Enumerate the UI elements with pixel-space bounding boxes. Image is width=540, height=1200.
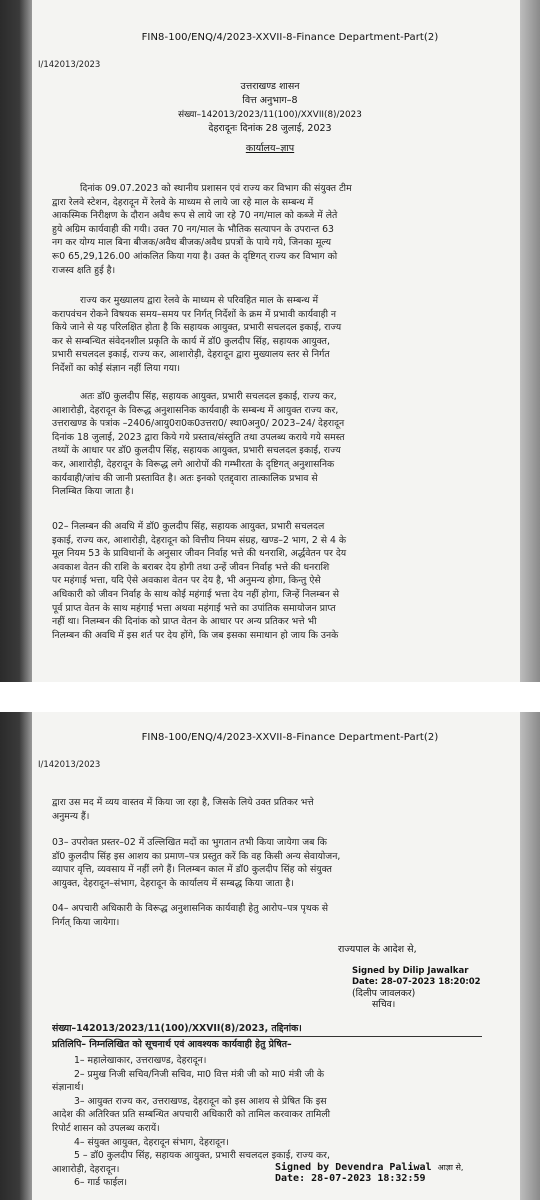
text-line: 02– निलम्बन की अवधि में डॉ0 कुलदीप सिंह, सहायक आयुक्त, प्रभारी सचलदल	[52, 521, 325, 532]
copy-reference	[52, 1022, 500, 1036]
text-line: हुये अग्रिम कार्यवाही की गयी। उक्त 70 नग/माल के भौतिक सत्यापन के उपरान्त 63	[52, 223, 334, 235]
file-header: FIN8-100/ENQ/4/2023-XXVII-8-Finance Department-Part(2)	[141, 32, 439, 43]
text-line: कार्यवाही/जांच की जानी प्रस्तावित है। अतः इनको एतद्द्वारा तात्कालिक प्रभाव से	[52, 472, 318, 484]
text-line: निर्गत् किया जायेगा।	[52, 916, 120, 928]
scan-left-margin	[0, 0, 32, 682]
text-line: प्रतिलिपि– निम्नलिखित को सूचनार्थ एवं आवश्यक कार्यवाही हेतु प्रेषित–	[52, 1039, 292, 1050]
text-line: प्रभारी सचलदल इकाई, राज्य कर, आशारोड़ी, देहरादून द्वारा मुख्यालय स्तर से निर्गत	[52, 349, 330, 361]
text-line: उत्तराखण्ड के पत्रांक –2406/आयु0रा0क0उत्तरा0/ स्था0अनु0/ 2023–24/ देहरादून	[52, 418, 345, 430]
office-line: उत्तराखण्ड शासन	[240, 81, 300, 92]
text-line: निलम्बित किया जाता है।	[52, 486, 134, 498]
order-line: राज्यपाल के आदेश से,	[338, 944, 417, 955]
text-line: किये जाने से यह परिलक्षित होता है कि सहायक आयुक्त, प्रभारी सचलदल इकाई, राज्य	[52, 322, 342, 334]
list-item: आदेश की अतिरिक्त प्रति सम्बन्धित अपचारी अधिकारी को तामिल करवाकर तामिली	[52, 1109, 331, 1121]
text-line: करापवंचन रोकने विषयक समय–समय पर निर्गत् निर्देशों के क्रम में प्रभावी कार्यवाही न	[52, 308, 337, 320]
list-item: संज्ञानार्थ।	[52, 1082, 84, 1094]
signed-by: Signed by Devendra Paliwal आज्ञा से,	[275, 1162, 464, 1173]
list-item: 2– प्रमुख निजी सचिव/निजी सचिव, मा0 वित्त मंत्री जी को मा0 मंत्री जी के	[74, 1068, 325, 1080]
digital-signature-1	[352, 966, 481, 1010]
text-line: व्यापार वृत्ति, व्यवसाय में नहीं लगे हैं। निलम्बन काल में डॉ0 कुलदीप सिंह को संयुक्त	[52, 864, 332, 876]
text-line: पूर्व प्राप्त वेतन के साथ महंगाई भत्ता अथवा महंगाई भत्ते का उपांतिक समायोजन प्राप्त	[52, 602, 336, 614]
text-line: अतः डॉ0 कुलदीप सिंह, सहायक आयुक्त, प्रभारी सचलदल इकाई, राज्य कर,	[80, 391, 337, 402]
signed-by: Signed by Dilip Jawalkar	[352, 966, 469, 976]
file-header: FIN8-100/ENQ/4/2023-XXVII-8-Finance Department-Part(2)	[141, 732, 439, 743]
paragraph-4-clause	[52, 902, 500, 929]
paragraph-3-clause	[52, 836, 500, 890]
text-line: दिनांक 18 जुलाई, 2023 द्वारा किये गये प्रस्ताव/संस्तुति तथा उपलब्ध कराये गये समस्त	[52, 431, 345, 443]
scan-right-margin	[520, 712, 540, 1200]
text-line: कर, आशारोड़ी, देहरादून के विरूद्ध लगे आरोपों की गम्भीरता के दृष्टिगत् अनुशासनिक	[52, 458, 335, 470]
scan-right-margin	[520, 0, 540, 682]
page-gap	[0, 682, 540, 712]
text-line: इकाई, राज्य कर, आशारोड़ी, देहरादून को वित्तीय नियम संग्रह, खण्ड–2 भाग, 2 से 4 के	[52, 534, 347, 546]
list-item: 1– महालेखाकार, उत्तराखण्ड, देहरादून।	[74, 1055, 207, 1066]
text-line: नहीं था। निलम्बन की दिनांक को प्राप्त वेतन के आधार पर अन्य प्रतिकर भत्ते भी	[52, 616, 317, 628]
text-line: आकस्मिक निरीक्षण के दौरान अवैध रूप से लाये जा रहे 70 नग/माल को कब्जे में लेते	[52, 210, 338, 222]
text-line: द्वारा उस मद में व्यय वास्तव में किया जा रहा है, जिसके लिये उक्त प्रतिकर भत्ते	[52, 797, 314, 808]
text-line: निलम्बन की अवधि में इस शर्त पर देय होंगे, कि जब इसका समाधान हो जाय कि उनके	[52, 629, 339, 641]
office-line: संख्या–142013/2023/11(100)/XXVII(8)/2023	[178, 110, 362, 120]
text-line: आशारोड़ी, देहरादून के विरूद्ध अनुशासनिक कार्यवाही के सम्बन्ध में आयुक्त राज्य कर,	[52, 404, 339, 416]
paragraph-2	[52, 294, 500, 376]
text-line: राजस्व क्षति हुई है।	[52, 264, 116, 276]
signatory-name: (दिलीप जावलकर)	[352, 988, 416, 999]
paragraph-3	[52, 390, 500, 499]
divider	[82, 1036, 482, 1037]
list-item: 4– संयुक्त आयुक्त, देहरादून संभाग, देहरादून।	[74, 1136, 229, 1148]
signed-date: Date: 28-07-2023 18:20:02	[352, 977, 481, 987]
paragraph-4	[52, 520, 500, 642]
text-line: नग कर योग्य माल बिना बीजक/अवैध बीजक/अवैध प्रपत्रों के पाये गये, जिनका मूल्य	[52, 237, 332, 249]
text-line: निर्देशों का कोई संज्ञान नहीं लिया गया।	[52, 362, 181, 374]
text-line: आयुक्त, देहरादून–संभाग, देहरादून के कार्यालय में सम्बद्ध किया जाता है।	[52, 877, 294, 889]
paragraph-1	[52, 182, 500, 277]
list-item: रिपोर्ट शासन को उपलब्ध करायें।	[52, 1122, 160, 1134]
signed-date: Date: 28-07-2023 18:32:59	[275, 1173, 426, 1184]
text-line: कर से सम्बन्धित संवेदनशील प्रकृति के कार्य में डॉ0 कुलदीप सिंह, सहायक आयुक्त,	[52, 335, 330, 347]
office-line: देहरादूनः दिनांक 28 जुलाई, 2023	[208, 123, 332, 134]
text-line: द्वारा रेलवे स्टेशन, देहरादून में रेलवे के माध्यम से लाये जा रहे माल के सम्बन्ध में	[52, 196, 314, 208]
file-ref: I/142013/2023	[38, 60, 101, 70]
text-line: डॉ0 कुलदीप सिंह इस आशय का प्रमाण–पत्र प्रस्तुत करें कि वह किसी अन्य सेवायोजन,	[52, 850, 341, 862]
signatory-designation: सचिव।	[372, 999, 396, 1010]
text-line: पर महंगाई भत्ता, यदि ऐसे अवकाश वेतन पर देय है, भी अनुमन्य होगा, किन्तु ऐसे	[52, 575, 321, 587]
memo-title: कार्यालय–ज्ञाप	[245, 143, 295, 154]
text-line: मूल नियम 53 के प्राविधानों के अनुसार जीवन निर्वाह भत्ते की धनराशि, अर्द्धवेतन पर देय	[52, 548, 347, 560]
text-line: अवकाश वेतन की राशि के बराबर देय होगी तथा उन्हें जीवन निर्वाह भत्ते की धनराशि	[52, 561, 330, 573]
list-item: 6– गार्ड फाईल।	[74, 1177, 128, 1189]
text-line: संख्या–142013/2023/11(100)/XXVII(8)/2023, तद्दिनांक।	[52, 1023, 302, 1034]
list-item: 5 – डॉ0 कुलदीप सिंह, सहायक आयुक्त, प्रभारी सचलदल इकाई, राज्य कर,	[74, 1150, 330, 1162]
text-line: रू0 65,29,126.00 आंकलित किया गया है। उक्त के दृष्टिगत् राज्य कर विभाग को	[52, 250, 338, 262]
text-line: 03– उपरोक्त प्रस्तर–02 में उल्लिखित मदों का भुगतान तभी किया जायेगा जब कि	[52, 837, 327, 848]
text-line: अनुमन्य हैं।	[52, 810, 90, 822]
text-line: 04– अपचारी अधिकारी के विरूद्ध अनुशासनिक कार्यवाही हेतु आरोप–पत्र पृथक से	[52, 903, 329, 914]
text-line: राज्य कर मुख्यालय द्वारा रेलवे के माध्यम से परिवहित माल के सम्बन्ध में	[80, 295, 319, 306]
signature-tail: आज्ञा से,	[437, 1163, 464, 1172]
list-item: आशारोड़ी, देहरादून।	[52, 1163, 120, 1175]
text-line: अधिकारी को जीवन निर्वाह के साथ कोई महंगाई भत्ता देय नहीं होगा, जिन्हें निलम्बन से	[52, 588, 340, 600]
file-ref: I/142013/2023	[38, 760, 101, 770]
copy-intro	[52, 1038, 500, 1052]
text-line: तथ्यों के आधार पर डॉ0 कुलदीप सिंह, सहायक आयुक्त, प्रभारी सचलदल इकाई, राज्य	[52, 445, 341, 457]
text-line: दिनांक 09.07.2023 को स्थानीय प्रशासन एवं राज्य कर विभाग की संयुक्त टीम	[80, 183, 352, 194]
scan-left-margin	[0, 712, 32, 1200]
digital-signature-2	[275, 1162, 463, 1184]
office-line: वित्त अनुभाग–8	[242, 95, 298, 106]
list-item: 3– आयुक्त राज्य कर, उत्तराखण्ड, देहरादून को इस आशय से प्रेषित कि इस	[74, 1095, 327, 1107]
paragraph-continued	[52, 796, 500, 823]
office-block	[120, 80, 420, 156]
